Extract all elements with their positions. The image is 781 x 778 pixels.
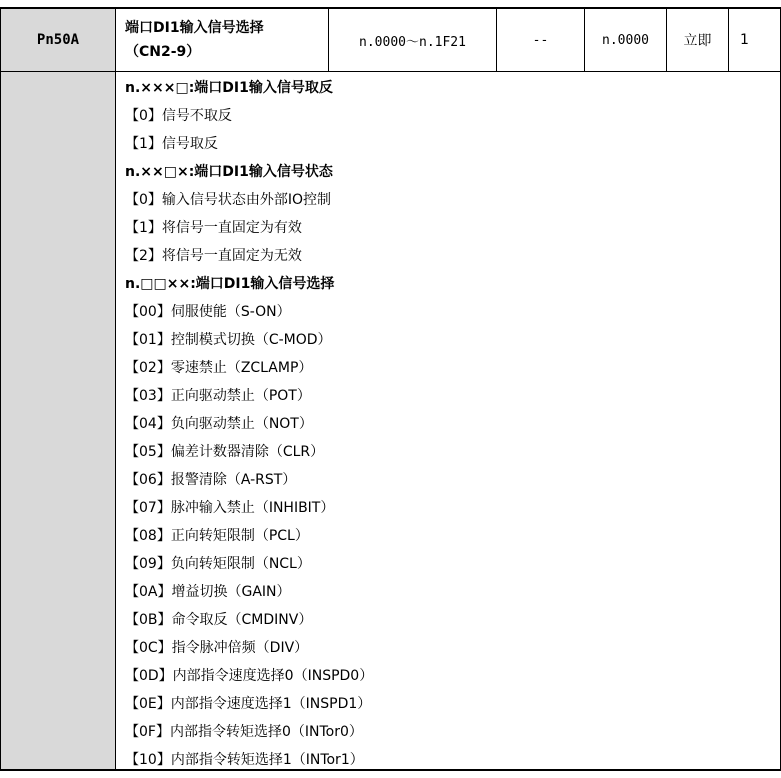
param-category-cell <box>729 9 780 71</box>
param-range: n.0000～n.1F21 <box>359 34 466 50</box>
option-item: 【07】脉冲输入禁止（INHIBIT） <box>125 500 335 516</box>
option-item: 【02】零速禁止（ZCLAMP） <box>125 360 313 376</box>
param-code: Pn50A <box>36 32 80 48</box>
setting-heading: n.□□××:端口DI1输入信号选择 <box>125 276 335 292</box>
setting-heading: n.×××□:端口DI1输入信号取反 <box>125 80 333 96</box>
option-item: 【2】将信号一直固定为无效 <box>125 248 302 264</box>
option-item: 【04】负向驱动禁止（NOT） <box>125 416 313 432</box>
col-border-left <box>0 8 1 770</box>
option-item: 【0】输入信号状态由外部IO控制 <box>125 192 332 208</box>
row-divider <box>0 71 781 72</box>
option-item: 【10】内部指令转矩选择1（INTor1） <box>125 752 364 768</box>
option-item: 【06】报警清除（A-RST） <box>125 472 297 488</box>
col-border-3 <box>496 8 497 72</box>
option-item: 【03】正向驱动禁止（POT） <box>125 388 311 404</box>
option-item: 【0B】命令取反（CMDINV） <box>125 612 313 628</box>
param-category: 1 <box>740 32 749 48</box>
option-item: 【1】将信号一直固定为有效 <box>125 220 302 236</box>
option-item: 【0E】内部指令速度选择1（INSPD1） <box>125 696 372 712</box>
param-range-cell <box>329 9 496 71</box>
param-default: n.0000 <box>602 32 649 48</box>
col-border-2 <box>328 8 329 72</box>
option-item: 【1】信号取反 <box>125 136 218 152</box>
col-border-4 <box>584 8 585 72</box>
option-item: 【0D】内部指令速度选择0（INSPD0） <box>125 668 374 684</box>
param-name-cell <box>116 9 328 71</box>
option-item: 【0】信号不取反 <box>125 108 232 124</box>
description-left-cell <box>1 72 115 769</box>
option-item: 【08】正向转矩限制（PCL） <box>125 528 309 544</box>
param-code-cell <box>1 9 115 71</box>
table-top-border <box>0 7 781 9</box>
table-bottom-border <box>0 769 781 771</box>
param-unit: -- <box>532 32 549 48</box>
option-item: 【00】伺服使能（S-ON） <box>125 304 291 320</box>
option-item: 【01】控制模式切换（C-MOD） <box>125 332 332 348</box>
description-block <box>125 74 765 774</box>
param-unit-cell <box>497 9 584 71</box>
col-border-1 <box>115 8 116 770</box>
option-item: 【09】负向转矩限制（NCL） <box>125 556 311 572</box>
col-border-6 <box>728 8 729 72</box>
param-default-cell <box>585 9 666 71</box>
param-effect: 立即 <box>683 33 712 49</box>
setting-heading: n.××□×:端口DI1输入信号状态 <box>125 164 333 180</box>
option-item: 【0F】内部指令转矩选择0（INTor0） <box>125 724 363 740</box>
option-item: 【0A】增益切换（GAIN） <box>125 584 291 600</box>
col-border-5 <box>666 8 667 72</box>
param-name: 端口DI1输入信号选择（CN2-9） <box>125 20 264 60</box>
param-effect-cell <box>667 9 728 71</box>
option-item: 【05】偏差计数器清除（CLR） <box>125 444 325 460</box>
option-item: 【0C】指令脉冲倍频（DIV） <box>125 640 309 656</box>
